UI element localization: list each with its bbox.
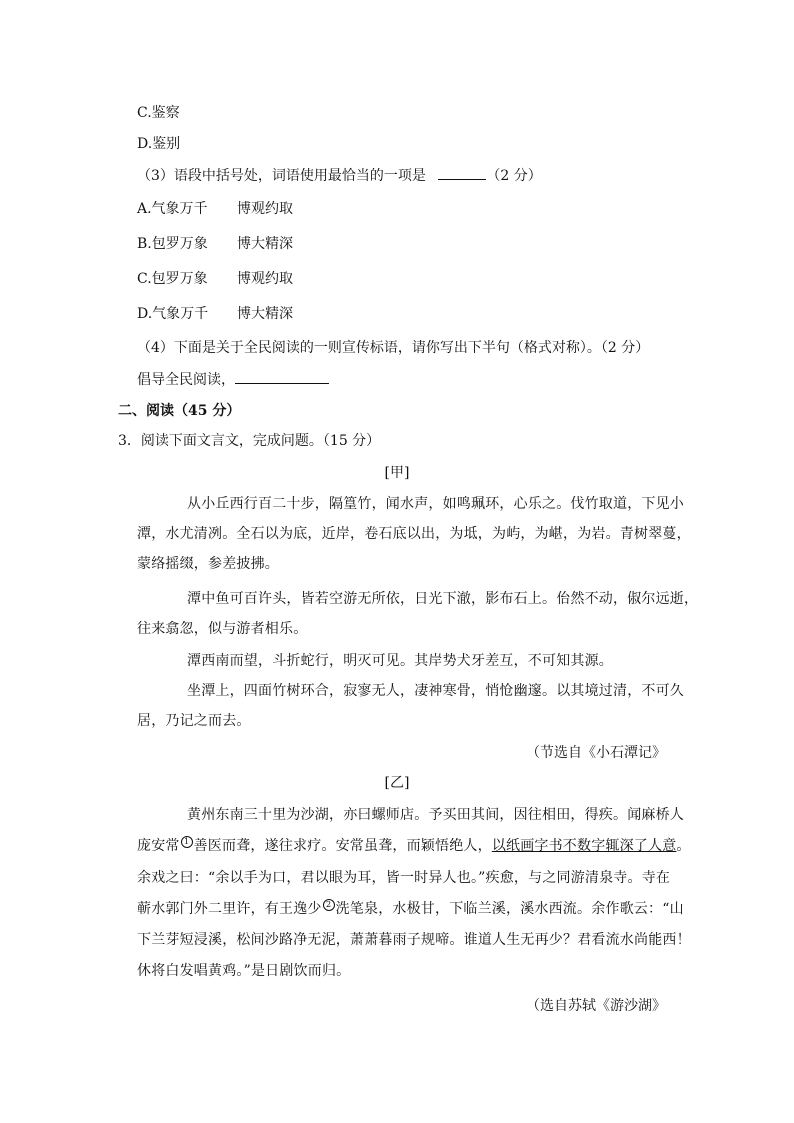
passage-line <box>137 836 691 856</box>
question-title: 3．阅读下面文言文，完成问题。（15 分） <box>118 433 381 449</box>
question-4-prompt: （4）下面是关于全民阅读的一则宣传标语，请你写出下半句（格式对称）。（2 分） <box>137 340 650 356</box>
option-d-prev: D.鉴别 <box>137 136 181 152</box>
passage-text: 洗笔泉，水极甘，下临兰溪，溪水西流。余作歌云：“山 <box>335 901 684 917</box>
passage-line: 潭西南而望，斗折蛇行，明灭可见。其岸势犬牙差互，不可知其源。 <box>187 653 613 669</box>
option-row <box>137 199 293 219</box>
passage-line: 休将白发唱黄鸡。”是日剧饮而归。 <box>137 963 351 979</box>
passage-line: 居，乃记之而去。 <box>137 713 251 729</box>
passage-line <box>137 899 684 919</box>
question-4-line <box>137 369 329 390</box>
option-first: B.包罗万象 <box>137 236 208 252</box>
passage-line: 黄州东南三十里为沙湖，亦曰螺师店。予买田其间，因往相田，得疾。闻麻桥人 <box>187 807 684 823</box>
footnote-marker: 1 <box>181 836 193 848</box>
option-row <box>137 304 293 324</box>
passage-line: 余戏之曰：“余以手为口，君以眼为耳，皆一时异人也。”疾愈，与之同游清泉寺。寺在 <box>137 870 671 886</box>
passage-label-yi: [乙] <box>384 775 410 791</box>
passage-text: 庞安常 <box>137 838 180 854</box>
answer-blank[interactable] <box>438 165 486 180</box>
option-row <box>137 234 293 254</box>
passage-text: 善医而聋，遂往求疗。安常虽聋，而颖悟绝人， <box>193 838 492 854</box>
section-heading: 二、阅读（45 分） <box>118 403 241 419</box>
option-row <box>137 269 293 289</box>
passage-text: 蕲水郭门外二里许，有王逸少 <box>137 901 322 917</box>
passage-source-yi: （选自苏轼《游沙湖》 <box>526 998 666 1014</box>
footnote-marker: 2 <box>323 899 335 911</box>
passage-line: 蒙络摇缀，参差披拂。 <box>137 556 279 572</box>
passage-text: 。 <box>676 838 691 854</box>
question-3-prompt <box>137 165 542 186</box>
option-second: 博大精深 <box>237 306 293 322</box>
question-4-text: 倡导全民阅读， <box>137 372 235 388</box>
option-c-prev: C.鉴察 <box>137 105 180 121</box>
question-3-text: （3）语段中括号处，词语使用最恰当的一项是 <box>137 168 426 184</box>
passage-line: 往来翕忽，似与游者相乐。 <box>137 621 308 637</box>
option-second: 博观约取 <box>237 201 293 217</box>
option-first: C.包罗万象 <box>137 271 208 287</box>
question-3-score: （2 分） <box>486 168 542 184</box>
option-second: 博观约取 <box>237 271 293 287</box>
passage-line: 潭，水尤清冽。全石以为底，近岸，卷石底以出，为坻，为屿，为嵁，为岩。青树翠蔓， <box>137 526 691 542</box>
passage-line: 坐潭上，四面竹树环合，寂寥无人，凄神寒骨，悄怆幽邃。以其境过清，不可久 <box>187 683 684 699</box>
passage-source-jia: （节选自《小石潭记》 <box>526 745 666 761</box>
answer-blank[interactable] <box>235 369 329 384</box>
option-first: A.气象万千 <box>137 201 208 217</box>
option-second: 博大精深 <box>237 236 293 252</box>
passage-line: 下兰芽短浸溪，松间沙路净无泥，萧萧暮雨子规啼。谁道人生无再少？君看流水尚能西！ <box>137 932 691 948</box>
passage-line: 从小丘西行百二十步，隔篁竹，闻水声，如鸣珮环，心乐之。伐竹取道，下见小 <box>187 496 684 512</box>
underlined-sentence: 以纸画字书不数字辄深了人意 <box>491 838 677 854</box>
passage-line: 潭中鱼可百许头，皆若空游无所依，日光下澈，影布石上。佁然不动，俶尔远逝， <box>187 591 699 607</box>
passage-label-jia: [甲] <box>384 465 410 481</box>
option-first: D.气象万千 <box>137 306 209 322</box>
